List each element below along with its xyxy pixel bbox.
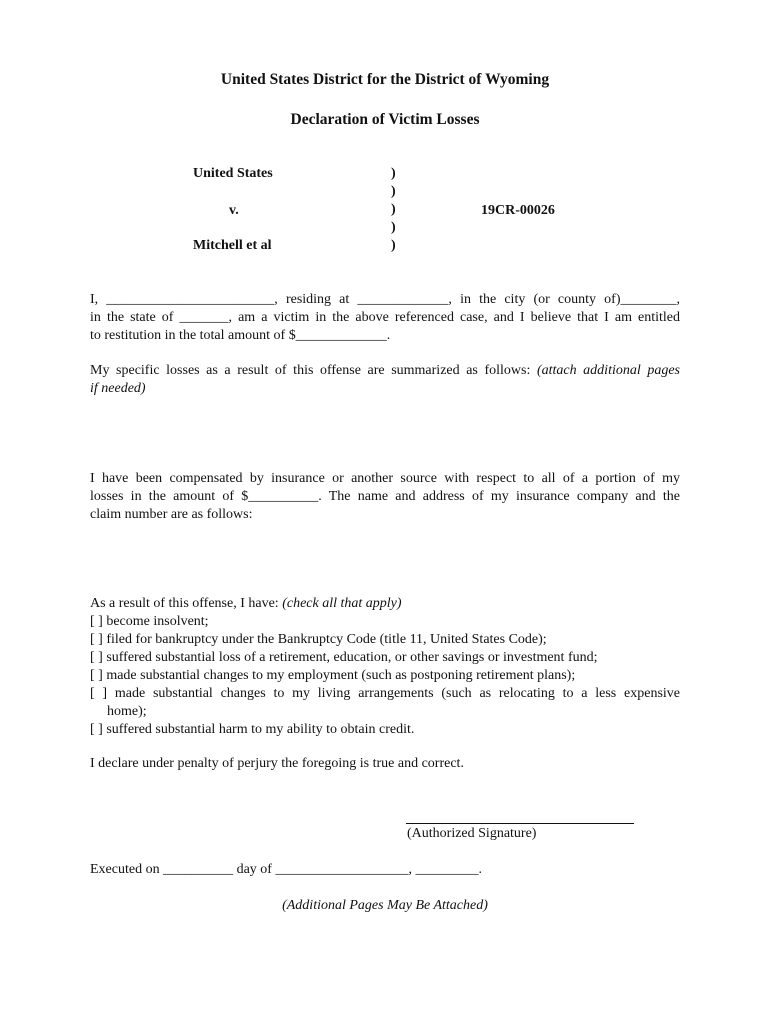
losses-note-continued: if needed) — [90, 381, 146, 396]
perjury-statement: I declare under penalty of perjury the foregoing is true and correct. — [90, 756, 464, 771]
caption-versus: v. — [229, 203, 239, 218]
caption-plaintiff: United States — [193, 166, 273, 181]
caption-paren: ) — [391, 184, 396, 199]
checklist-item: [ ] suffered substantial harm to my ability to obtain credit. — [90, 722, 415, 737]
checklist-item: [ ] made substantial changes to my living arrangements (such as relocating to a less expensive — [90, 686, 680, 701]
caption-paren: ) — [391, 202, 396, 217]
result-section — [90, 595, 680, 739]
insurance-line: losses in the amount of $__________. The name and address of my insurance company and the — [90, 489, 680, 504]
declaration-paragraph — [90, 291, 680, 345]
result-intro-text: As a result of this offense, I have: — [90, 596, 283, 611]
declaration-line: I, ________________________, residing at _____________, in the city (or county of)________, — [90, 292, 680, 307]
result-intro-note: (check all that apply) — [282, 596, 402, 611]
checklist-item: [ ] filed for bankruptcy under the Bankruptcy Code (title 11, United States Code); — [90, 632, 547, 647]
signature-label: (Authorized Signature) — [407, 826, 537, 841]
caption-defendant: Mitchell et al — [193, 238, 272, 253]
checklist-item: [ ] made substantial changes to my employment (such as postponing retirement plans); — [90, 668, 576, 683]
result-intro — [90, 595, 680, 613]
court-title: United States District for the District of Wyoming — [220, 71, 550, 88]
caption-paren: ) — [391, 238, 396, 253]
footer-note: (Additional Pages May Be Attached) — [282, 898, 488, 913]
checklist-item: [ ] become insolvent; — [90, 614, 209, 629]
document-title: Declaration of Victim Losses — [290, 111, 480, 128]
insurance-paragraph — [90, 470, 680, 524]
caption-paren: ) — [391, 166, 396, 181]
losses-text: My specific losses as a result of this offense are summarized as follows: — [90, 363, 537, 378]
losses-note: (attach additional pages — [536, 363, 680, 378]
caption-paren: ) — [391, 220, 396, 235]
losses-paragraph — [90, 362, 680, 398]
signature-line — [406, 823, 634, 824]
declaration-line: to restitution in the total amount of $_____________. — [90, 328, 391, 343]
checklist-item: [ ] suffered substantial loss of a retirement, education, or other savings or investment fund; — [90, 650, 598, 665]
insurance-line: I have been compensated by insurance or another source with respect to all of a portion of my — [90, 471, 680, 486]
losses-line — [90, 362, 680, 380]
executed-line: Executed on __________ day of ___________________, _________. — [90, 862, 482, 877]
checklist-item-continued: home); — [107, 704, 147, 719]
case-number: 19CR-00026 — [481, 203, 555, 218]
insurance-line: claim number are as follows: — [90, 507, 253, 522]
declaration-line: in the state of _______, am a victim in the above referenced case, and I believe that I am entitled — [90, 310, 680, 325]
